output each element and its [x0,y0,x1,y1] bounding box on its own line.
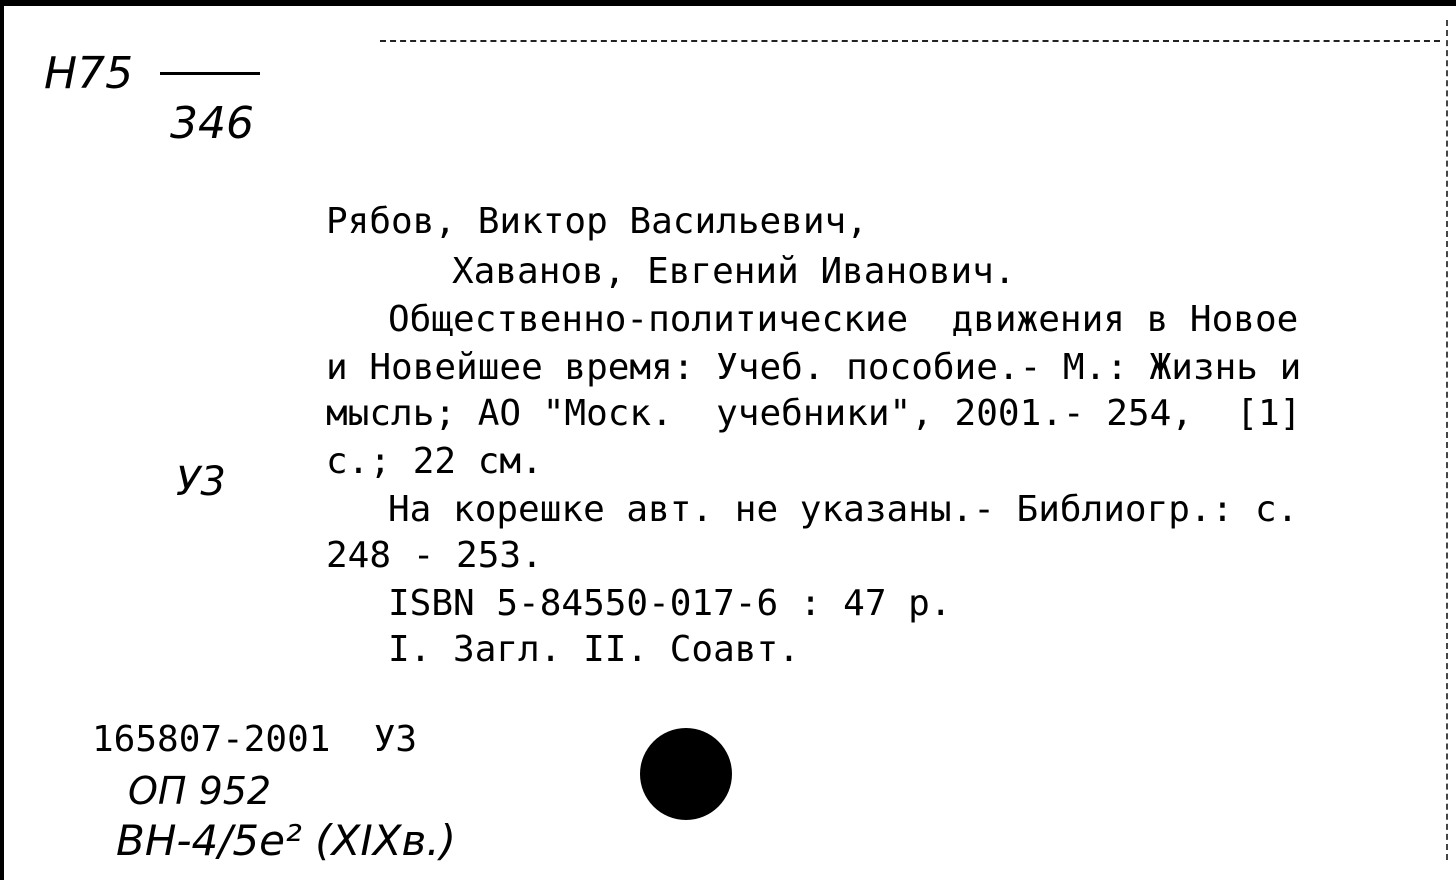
title-line-3: мысль; АО "Моск. учебники", 2001.- 254, [1] [326,393,1302,434]
black-dot-mark [640,728,732,820]
handwritten-inventory-2: ВН-4/5е² (XIXв.) [116,816,456,865]
title-line-4: с.; 22 см. [326,441,543,482]
card-right-dashed-rule [1446,20,1448,860]
shelfmark-denominator: 346 [170,98,254,149]
card-top-dashed-rule [380,40,1440,42]
tracing-line: I. Загл. II. Соавт. [388,629,800,670]
card-left-border [0,0,4,880]
coauthor-line: Хаванов, Евгений Иванович. [452,251,1016,292]
shelfmark-fraction-bar [160,72,260,75]
inventory-number: 165807-2001 УЗ [92,719,418,760]
note-line-2: 248 - 253. [326,535,543,576]
title-line-2: и Новейшее время: Учеб. пособие.- М.: Жизнь и [326,347,1302,388]
note-line-1: На корешке авт. не указаны.- Библиогр.: с. [388,489,1299,530]
shelfmark-numerator: Н75 [44,48,134,99]
title-line-1: Общественно-политические движения в Новое [388,299,1299,340]
handwritten-inventory-1: ОП 952 [128,769,272,813]
author-heading: Рябов, Виктор Васильевич, [326,201,868,242]
classification-mark: У3 [176,459,226,505]
isbn-line: ISBN 5-84550-017-6 : 47 р. [388,583,952,624]
card-top-border [0,0,1456,6]
